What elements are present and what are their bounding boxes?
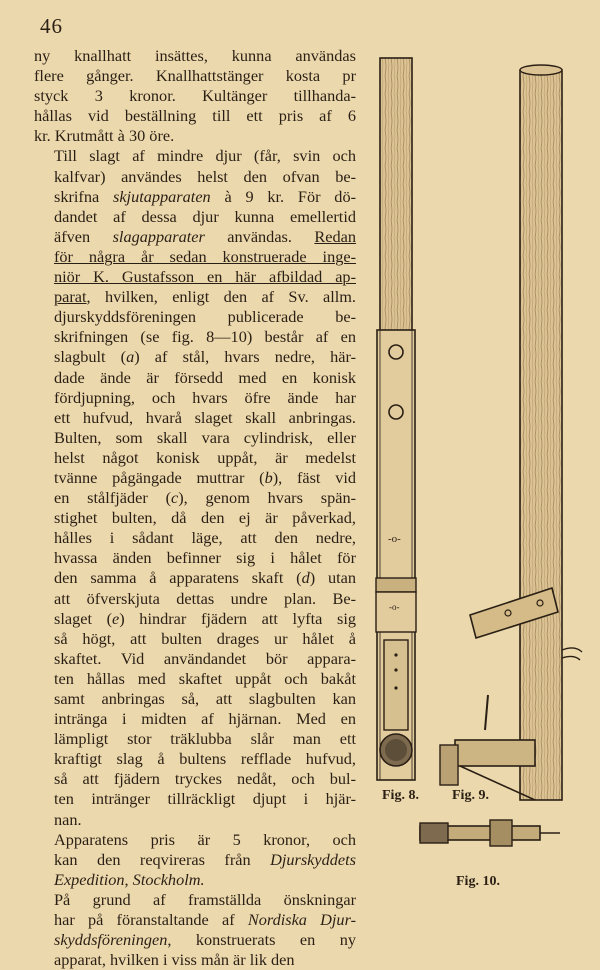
- fig8-ferrule: [376, 578, 416, 592]
- figures-panel: [360, 40, 600, 913]
- text-line: [34, 327, 356, 347]
- fig9-caption: Fig. 9.: [452, 788, 489, 803]
- text-run: Apparatens pris är 5 kronor, och: [54, 829, 356, 849]
- text-run: parat: [54, 287, 87, 307]
- text-run: samt anbringas så, att slagbulten kan: [54, 689, 356, 708]
- text-line: [34, 468, 356, 488]
- italic-run: Nordiska Djur-: [247, 910, 356, 930]
- text-run: ) utan: [309, 568, 356, 588]
- text-line: [34, 870, 356, 890]
- text-run: äfven: [54, 226, 113, 246]
- text-line: [34, 789, 356, 809]
- text-line: [34, 187, 356, 207]
- text-line: [34, 528, 356, 548]
- text-line: [34, 46, 356, 66]
- text-line: [34, 810, 356, 830]
- text-line: [34, 910, 356, 930]
- italic-run: c: [171, 488, 179, 508]
- text-run: skrifna: [54, 186, 113, 206]
- text-line: [34, 890, 356, 910]
- text-line: [34, 66, 356, 86]
- text-run: helst något konisk uppåt, är medelst: [54, 447, 356, 467]
- text-run: har på föranstaltande af: [54, 910, 248, 930]
- text-run: ,: [124, 869, 133, 889]
- text-run: På grund af framställda önskningar: [54, 889, 356, 909]
- text-run: dade ände är försedd med en konisk: [54, 367, 356, 387]
- text-run: den samma å apparatens skaft (: [54, 568, 302, 588]
- paragraph: [34, 830, 356, 890]
- text-line: [34, 247, 356, 267]
- fig10-drawing: [420, 820, 560, 846]
- text-line: [34, 287, 356, 307]
- text-line: [34, 508, 356, 528]
- text-run: Till slagt af mindre djur (får, svin och: [54, 146, 356, 166]
- text-line: [34, 669, 356, 689]
- text-line: [34, 749, 356, 769]
- text-line: [34, 568, 356, 588]
- text-run: hvassa änden befinner sig i hålet för: [54, 548, 356, 568]
- text-run: kraftigt slag å bultens refflade hufvud,: [54, 749, 356, 769]
- fig10-caption: Fig. 10.: [456, 874, 500, 889]
- fig8-drawing: [376, 58, 416, 780]
- text-run: ) af stål, hvars nedre, här-: [134, 347, 357, 367]
- fig8-caption: Fig. 8.: [382, 788, 419, 803]
- text-run: hålles i sådant läge, att den nedre,: [54, 528, 356, 548]
- text-run: , konstruerats en ny: [167, 930, 356, 950]
- text-run: Redan: [314, 226, 356, 246]
- text-line: [34, 307, 356, 327]
- text-line: [34, 649, 356, 669]
- text-run: så att fjädern tryckes nedåt, och bul-: [54, 769, 356, 789]
- fig9-drawing: [440, 65, 582, 800]
- text-line: [34, 267, 356, 287]
- text-line: [34, 689, 356, 709]
- text-line: [34, 609, 356, 629]
- text-line: [34, 850, 356, 870]
- text-run: styck 3 kronor. Kultänger tillhanda-: [34, 86, 356, 106]
- text-run: ten hållas med skaftet uppåt och bakåt: [54, 668, 356, 688]
- text-run: ett hufvud, hvarå slaget skall anbringas.: [54, 407, 356, 427]
- fig9-bolt: [455, 740, 535, 766]
- text-run: användas.: [204, 226, 315, 246]
- page-number: 46: [40, 14, 63, 38]
- italic-run: slagapparater: [112, 226, 205, 246]
- text-run: ) hindrar fjädern att lyfta sig: [119, 608, 357, 628]
- text-run: för några år sedan konstruerade inge-: [54, 246, 356, 266]
- text-run: djurskyddsföreningen publicerade be-: [54, 307, 356, 327]
- text-run: skrifningen (se fig. 8—10) består af en: [54, 327, 356, 347]
- text-line: [34, 488, 356, 508]
- italic-run: Stockholm.: [132, 869, 205, 889]
- italic-run: d: [301, 568, 310, 588]
- italic-run: skyddsföreningen: [54, 930, 168, 950]
- text-line: [34, 227, 356, 247]
- text-line: [34, 86, 356, 106]
- text-run: ten inträngеr tillräckligt djupt i hjär-: [54, 789, 356, 809]
- text-line: [34, 106, 356, 126]
- svg-text:-o-: -o-: [389, 602, 400, 612]
- text-line: [34, 950, 356, 970]
- text-line: [34, 368, 356, 388]
- text-run: kan den reqvireras från: [54, 849, 271, 869]
- text-line: [34, 729, 356, 749]
- text-run: fördjupning, och hvars öfre ände har: [54, 387, 356, 407]
- italic-run: a: [126, 347, 135, 367]
- text-run: dandet af dessa djur kunna emellertid: [54, 206, 356, 226]
- paragraph: [34, 46, 356, 146]
- italic-run: Djurskyddets: [270, 849, 356, 869]
- text-run: ny knallhatt insättes, kunna användas: [34, 46, 356, 65]
- text-run: Bulten, som skall vara cylindrisk, eller: [54, 427, 356, 447]
- text-line: [34, 388, 356, 408]
- text-run: ), fäst vid: [272, 467, 357, 487]
- italic-run: Expedition: [54, 869, 125, 889]
- paragraph: [34, 146, 356, 829]
- text-run: à 9 kr. För dö-: [210, 186, 357, 206]
- body-text-column: [34, 46, 356, 970]
- text-run: flere gånger. Knallhattstänger kosta pr: [34, 66, 356, 86]
- text-line: [34, 347, 356, 367]
- text-run: lämpligt stor träklubba slår man ett: [54, 729, 356, 749]
- text-run: slagbult (: [54, 347, 127, 367]
- text-run: så högt, att bulten drages ur hålet å: [54, 628, 356, 648]
- text-run: att öfverskjuta dettas undre plan. Be-: [54, 588, 356, 608]
- text-run: ), genom hvars spän-: [178, 488, 357, 508]
- text-line: [34, 548, 356, 568]
- text-line: [34, 589, 356, 609]
- text-line: [34, 709, 356, 729]
- fig9-shaft: [520, 70, 562, 800]
- svg-text:-o-: -o-: [388, 533, 401, 545]
- text-run: inträngа i midten af hjärnan. Med en: [54, 709, 356, 729]
- text-line: [34, 930, 356, 950]
- text-line: [34, 167, 356, 187]
- text-line: [34, 428, 356, 448]
- text-run: , hvilken, enligt den af Sv. allm.: [86, 287, 356, 307]
- italic-run: e: [112, 608, 120, 628]
- paragraph: [34, 890, 356, 970]
- text-run: niör K. Gustafsson en här afbildad ap-: [54, 267, 356, 287]
- text-line: [34, 830, 356, 850]
- text-line: [34, 207, 356, 227]
- text-run: tvänne pågängade muttrar (: [54, 467, 265, 487]
- text-run: en stålfjäder (: [54, 488, 171, 508]
- text-run: apparat, hvilken i viss mån är lik den: [54, 950, 295, 970]
- text-run: stighet bulten, då den ej är påverkad,: [54, 508, 356, 528]
- illustration-svg: [360, 40, 600, 913]
- text-run: hållas vid beställning till ett pris af 6: [34, 106, 356, 126]
- text-run: skaftet. Vid användandet bör appara-: [54, 648, 356, 668]
- text-line: [34, 408, 356, 428]
- text-line: [34, 629, 356, 649]
- text-line: [34, 126, 356, 146]
- text-run: kalfvar) användes helst den ofvan be-: [54, 166, 356, 186]
- text-run: slaget (: [54, 608, 113, 628]
- text-line: [34, 448, 356, 468]
- text-run: nan.: [54, 809, 82, 829]
- italic-run: skjutapparaten: [113, 186, 211, 206]
- fig9-hook: [562, 648, 582, 660]
- text-run: kr. Krutmått à 30 öre.: [34, 126, 175, 146]
- italic-run: b: [264, 467, 273, 487]
- fig8-handle: [380, 58, 412, 332]
- text-line: [34, 769, 356, 789]
- text-line: [34, 146, 356, 166]
